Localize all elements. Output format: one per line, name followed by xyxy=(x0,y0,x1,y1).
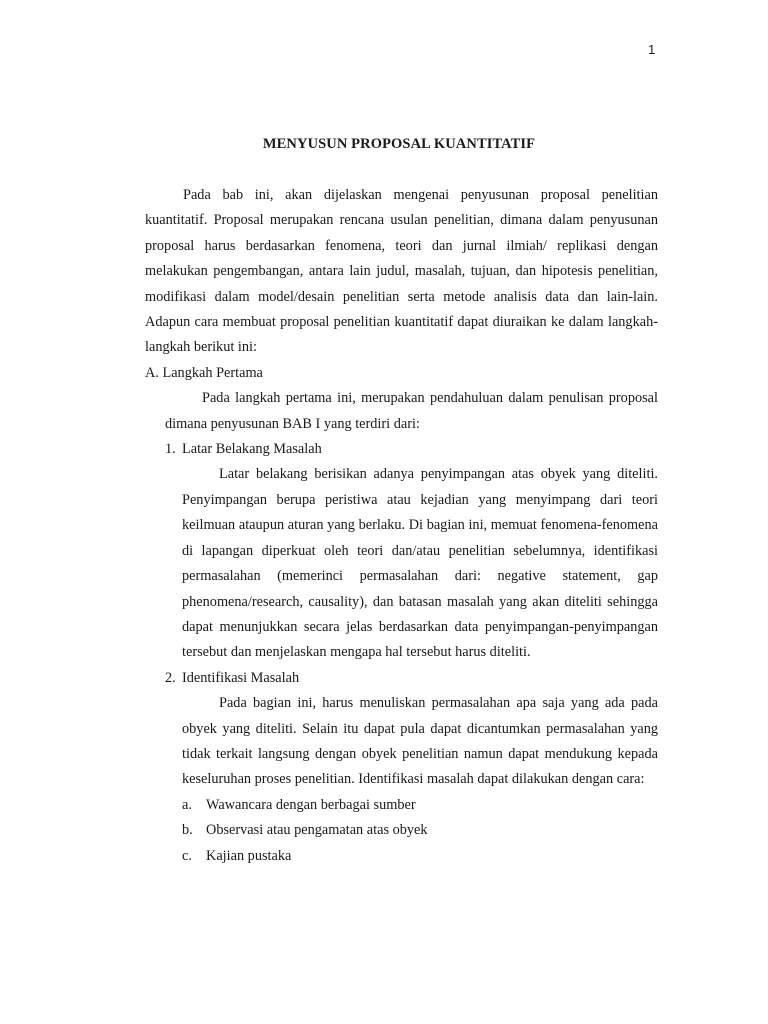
list-item xyxy=(182,793,658,818)
list-item xyxy=(182,818,658,843)
intro-paragraph: Pada bab ini, akan dijelaskan mengenai penyusunan proposal penelitian kuantitatif. Proposal merupakan rencana usulan penelitian, dimana dalam penyusunan proposal harus berdasarkan fenomena, teori dan jurnal ilmiah/ replikasi dengan melakukan pengembangan, antara lain judul, masalah, tujuan, dan hipotesis penelitian, modifikasi dalam model/desain penelitian serta metode analisis data dan lain-lain. Adapun cara membuat proposal penelitian kuantitatif dapat diuraikan ke dalam langkah-langkah berikut ini: xyxy=(145,187,658,356)
list-item-label: b. xyxy=(182,822,193,839)
item-1-paragraph: Latar belakang berisikan adanya penyimpangan atas obyek yang diteliti. Penyimpangan berupa peristiwa atau kejadian yang menyimpang dari teori keilmuan ataupun aturan yang berlaku. Di bagian ini, memuat fenomena-fenomena di lapangan diperkuat oleh teori dan/atau penelitian sebelumnya, identifikasi permasalahan (memerinci permasalahan dari: negative statement, gap phenomena/research, causality), dan batasan masalah yang akan diteliti sehingga dapat menunjukkan secara jelas berdasarkan data penyimpangan-penyimpangan tersebut dan menjelaskan mengapa hal tersebut harus diteliti. xyxy=(182,466,658,661)
numbered-item-1 xyxy=(145,437,658,462)
list-item-text: Kajian pustaka xyxy=(206,847,292,864)
section-a-content xyxy=(145,386,658,437)
list-item-label: a. xyxy=(182,796,192,813)
list-item-text: Wawancara dengan berbagai sumber xyxy=(206,796,416,813)
list-item-label: c. xyxy=(182,847,192,864)
section-a-paragraph: Pada langkah pertama ini, merupakan pendahuluan dalam penulisan proposal dimana penyusunan BAB I yang terdiri dari: xyxy=(165,390,658,432)
document-title: MENYUSUN PROPOSAL KUANTITATIF xyxy=(262,136,536,152)
item-title: Identifikasi Masalah xyxy=(182,669,300,686)
item-number: 2. xyxy=(165,669,176,686)
section-a-heading: A. Langkah Pertama xyxy=(145,364,263,381)
item-2-paragraph: Pada bagian ini, harus menuliskan permasalahan apa saja yang ada pada obyek yang diteliti. Selain itu dapat pula dapat dicantumkan permasalahan yang tidak terkait langsung dengan obyek penelitian namun dapat mendukung kepada keseluruhan proses penelitian. Identifikasi masalah dapat dilakukan dengan cara: xyxy=(182,695,658,788)
item-number: 1. xyxy=(165,441,176,458)
list-item xyxy=(182,844,658,869)
page-number: 1 xyxy=(648,42,656,57)
item-title: Latar Belakang Masalah xyxy=(182,441,322,458)
document-body xyxy=(145,183,658,869)
numbered-item-2 xyxy=(145,666,658,691)
identification-methods-list xyxy=(145,793,658,869)
list-item-text: Observasi atau pengamatan atas obyek xyxy=(206,822,428,839)
